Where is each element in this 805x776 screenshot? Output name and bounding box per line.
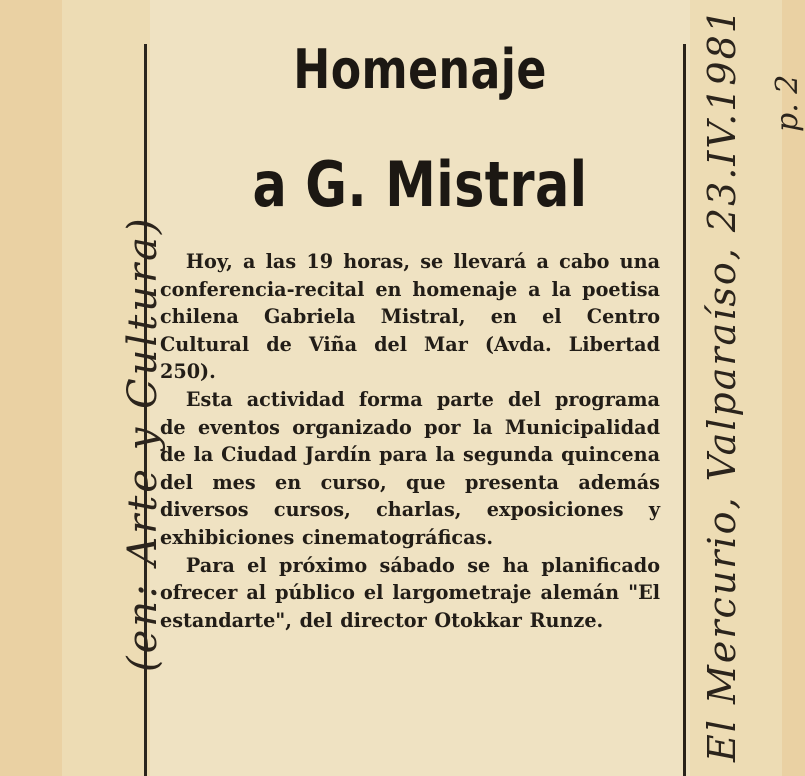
handwritten-section-note: (en: Arte y Cultura) bbox=[120, 215, 166, 672]
headline-line-2: a G. Mistral bbox=[252, 148, 588, 221]
paragraph-2: Esta actividad forma parte del programa de eventos organizado por la Municipalidad de la Ciudad Jardín para la segunda quincena del mes en curso, que presenta además diversos cursos, charlas, exposiciones y exhibiciones cinematográficas. bbox=[160, 387, 660, 549]
handwritten-page-note: p. 2 bbox=[770, 74, 805, 132]
headline-line-1: Homenaje bbox=[293, 38, 547, 101]
paragraph-1: Hoy, a las 19 horas, se llevará a cabo una conferencia-recital en homenaje a la poetisa chilena Gabriela Mistral, en el Centro Cultural de Viña del Mar (Avda. Libertad 250). bbox=[160, 250, 660, 384]
paragraph-3: Para el próximo sábado se ha planificado ofrecer al público el largometraje alemán "El estandarte", del director Otokkar Runze. bbox=[160, 553, 660, 632]
article-body bbox=[160, 248, 660, 634]
column-rule-right bbox=[683, 44, 686, 776]
handwritten-source-note: El Mercurio, Valparaíso, 23.IV.1981 bbox=[700, 7, 744, 762]
